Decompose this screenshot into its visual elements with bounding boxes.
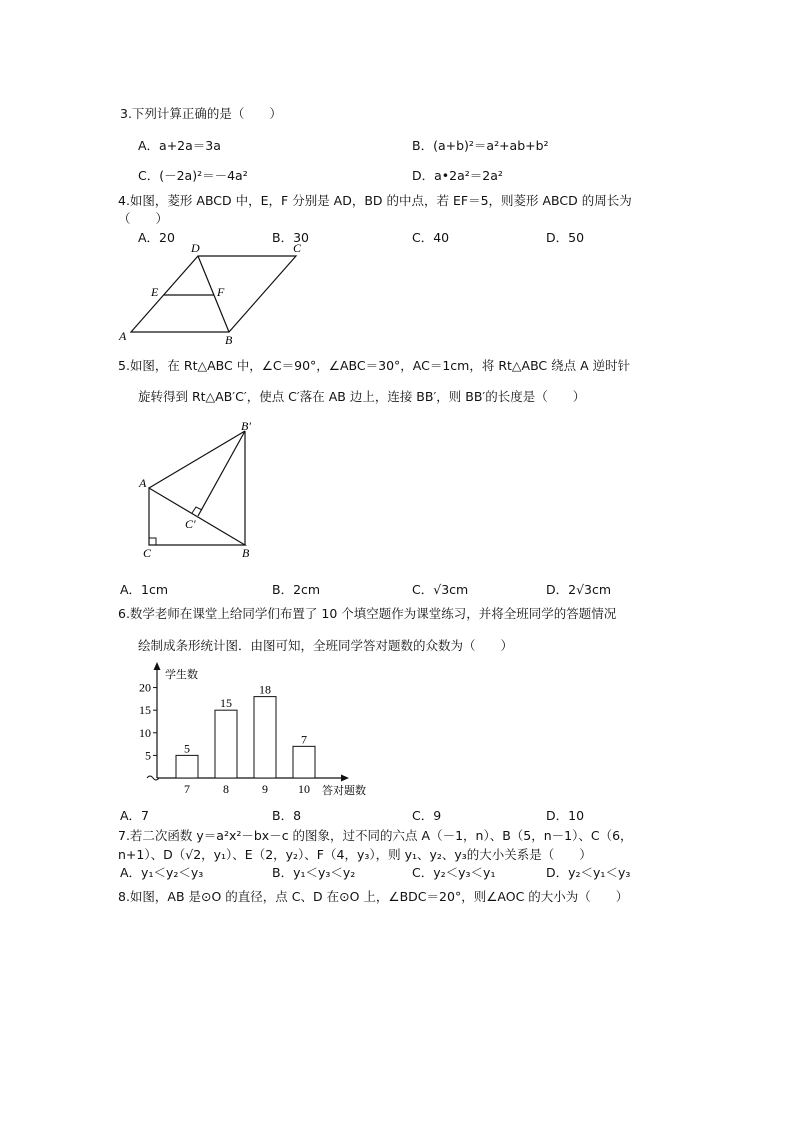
- q4-option-d: D．50: [546, 230, 585, 245]
- triangle-abc: [149, 488, 245, 545]
- y-tick-label: 5: [145, 748, 151, 763]
- label-c: C: [293, 241, 302, 255]
- q7-option-a: A．y₁＜y₂＜y₃: [120, 865, 204, 880]
- q5-stem-line2: 旋转得到 Rt△AB′C′，使点 C′落在 AB 边上，连接 BB′，则 BB′的长度是（ ）: [138, 389, 586, 404]
- x-axis-arrow: [341, 775, 349, 782]
- q5-option-d: D．2√3cm: [546, 582, 612, 597]
- x-tick-label-9: 9: [262, 782, 268, 796]
- y-axis-arrow: [154, 662, 161, 670]
- q7-stem-line1: 7.若二次函数 y＝a²x²－bx－c 的图象，过不同的六点 A（－1，n）、B（5，n－1）、C（6，: [118, 828, 633, 843]
- bar-chart: [115, 660, 390, 800]
- label-d: D: [191, 241, 200, 255]
- x-tick-label-7: 7: [184, 782, 190, 796]
- x-axis-label: 答对题数: [322, 784, 366, 797]
- q7-option-d: D．y₂＜y₁＜y₃: [546, 865, 631, 880]
- q3-stem: 3.下列计算正确的是（ ）: [120, 106, 282, 121]
- q3-option-a: A．a+2a＝3a: [138, 138, 221, 153]
- q5-stem-line1: 5.如图，在 Rt△ABC 中，∠C＝90°，∠ABC＝30°，AC＝1cm，将 Rt△ABC 绕点 A 逆时针: [118, 358, 631, 373]
- q3-option-b: B．(a+b)²＝a²+ab+b²: [412, 138, 549, 153]
- bar-8: [215, 710, 237, 778]
- q4-stem-line1: 4.如图，菱形 ABCD 中，E，F 分别是 AD，BD 的中点，若 EF＝5，则菱形 ABCD 的周长为: [118, 193, 632, 208]
- q6-option-a: A．7: [120, 808, 150, 823]
- rotation-figure: [135, 418, 265, 563]
- q6-option-d: D．10: [546, 808, 585, 823]
- q4-option-b: B．30: [272, 230, 309, 245]
- q6-stem-line2: 绘制成条形统计图．由图可知，全班同学答对题数的众数为（ ）: [138, 638, 514, 653]
- right-angle-c: [149, 538, 156, 545]
- segment-b-prime-c-prime: [198, 431, 245, 516]
- y-tick-label: 20: [139, 680, 151, 695]
- q5-option-a: A．1cm: [120, 582, 169, 597]
- q5-option-b: B．2cm: [272, 582, 321, 597]
- label-b: B: [225, 333, 233, 345]
- data-label-8: 15: [220, 696, 232, 711]
- data-label-9: 18: [259, 682, 271, 697]
- x-tick-label-8: 8: [223, 782, 229, 796]
- q5-option-c: C．√3cm: [412, 582, 469, 597]
- segment-ab-prime: [149, 431, 245, 488]
- y-tick-label: 15: [139, 703, 151, 718]
- label-a: A: [119, 329, 127, 343]
- data-label-7: 5: [184, 741, 190, 756]
- label-b: B: [242, 546, 250, 560]
- q7-stem-line2: n+1）、D（√2，y₁）、E（2，y₂）、F（4，y₃），则 y₁、y₂、y₃的大小关系是（ ）: [118, 847, 592, 862]
- q4-stem-line2: （ ）: [118, 211, 169, 226]
- q7-option-c: C．y₂＜y₃＜y₁: [412, 865, 496, 880]
- label-c: C: [143, 546, 152, 560]
- bar-10: [293, 746, 315, 778]
- bar-7: [176, 755, 198, 778]
- label-f: F: [217, 285, 225, 299]
- q3-option-d: D．a•2a²＝2a²: [412, 168, 503, 183]
- q6-option-b: B．8: [272, 808, 302, 823]
- label-b-prime: B′: [241, 419, 251, 433]
- q6-option-c: C．9: [412, 808, 442, 823]
- y-tick-label: 10: [139, 725, 151, 740]
- q6-stem-line1: 6.数学老师在课堂上给同学们布置了 10 个填空题作为课堂练习，并将全班同学的答题情况: [118, 606, 617, 621]
- label-e: E: [151, 285, 159, 299]
- q7-option-b: B．y₁＜y₃＜y₂: [272, 865, 356, 880]
- y-axis-label: 学生数: [165, 668, 198, 681]
- bar-9: [254, 697, 276, 778]
- q3-option-c: C．(－2a)²＝－4a²: [138, 168, 248, 183]
- q4-option-c: C．40: [412, 230, 450, 245]
- label-a: A: [139, 476, 147, 490]
- x-tick-label-10: 10: [298, 782, 310, 796]
- data-label-10: 7: [301, 732, 307, 747]
- diagonal-bd: [198, 256, 229, 332]
- label-c-prime: C′: [185, 517, 196, 531]
- q8-stem: 8.如图，AB 是⊙O 的直径，点 C、D 在⊙O 上，∠BDC＝20°，则∠AOC 的大小为（ ）: [118, 889, 629, 904]
- q4-option-a: A．20: [138, 230, 175, 245]
- rhombus-figure: [115, 240, 315, 345]
